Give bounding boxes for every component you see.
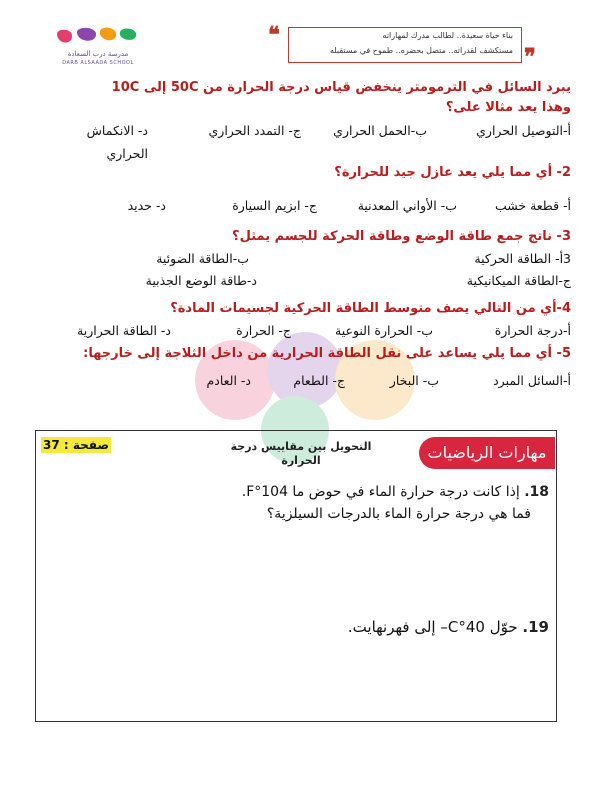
question-1-option-b: ب-الحمل الحراري <box>333 123 427 138</box>
slogan-line-1: بناء حياة سعيدة.. لطالب مدرك لمهاراته <box>382 31 513 40</box>
question-2-option-b: ب- الأواني المعدنية <box>357 198 457 213</box>
math-skills-label: مهارات الرياضيات <box>427 443 547 462</box>
problem-19 <box>348 618 549 636</box>
question-5-option-b: ب- البخار <box>389 373 439 388</box>
question-1-option-a: أ-التوصيل الحراري <box>476 123 571 138</box>
question-5-option-a: أ-السائل المبرد <box>493 373 571 388</box>
question-2-option-c: ج- ابزيم السيارة <box>232 198 317 213</box>
question-3-option-d: د-طاقة الوضع الجذبية <box>145 273 257 288</box>
question-5: 5- أي مما يلي يساعد على نقل الطاقة الحرارية من داخل الثلاجة إلى خارجها: <box>83 346 571 361</box>
quote-close-mark: ❞ <box>524 44 536 70</box>
problem-18-number: 18. <box>524 484 549 500</box>
question-4-option-d: د- الطاقة الحرارية <box>77 323 171 338</box>
conversion-title-line-2: الحرارة <box>281 454 321 467</box>
question-2: 2- أي مما يلي يعد عازل جيد للحرارة؟ <box>334 165 571 180</box>
problem-18-text: إذا كانت درجة حرارة الماء في حوض ما 104°F. <box>241 484 520 500</box>
conversion-title <box>190 440 412 468</box>
question-5-option-d: د- العادم <box>206 373 251 388</box>
question-5-option-c: ج- الطعام <box>293 373 345 388</box>
school-name-en: DARB ALSAADA SCHOOL <box>62 60 134 66</box>
question-3-option-c: ج-الطاقة الميكانيكية <box>466 273 571 288</box>
question-1-option-d-cont: الحراري <box>106 146 148 161</box>
question-3-option-a: 3أ- الطاقة الحركية <box>474 251 571 266</box>
question-4-option-c: ج- الحرارة <box>236 323 291 338</box>
problem-18-line-1 <box>242 484 549 500</box>
question-1-option-c: ج- التمدد الحراري <box>208 123 301 138</box>
question-4-option-a: أ-درجة الحرارة <box>494 323 571 338</box>
question-4: 4-أي من التالي يصف متوسط الطاقة الحركية لجسيمات المادة؟ <box>170 301 571 316</box>
question-2-option-d: د- حديد <box>127 198 166 213</box>
question-3-option-b: ب-الطاقة الضوئية <box>156 251 249 266</box>
math-skills-box <box>35 430 557 722</box>
slogan-box <box>288 27 522 63</box>
page-number-badge: صفحة : 37 <box>42 438 109 452</box>
slogan-line-2: مستكشف لقدراته.. متصل بحضره.. طموح في مستقبله <box>329 46 513 55</box>
problem-19-text: حوّل 40°C– إلى فهرنهايت. <box>347 618 518 636</box>
question-1-line-1: يبرد السائل في الترمومتر ينخفض قياس درجة الحرارة من 50C إلى 10C <box>111 80 571 95</box>
quote-open-mark: ❝ <box>268 22 280 48</box>
school-name: مدرسة درب السعادة <box>67 50 129 58</box>
problem-18-line-2: فما هي درجة حرارة الماء بالدرجات السيلزية؟ <box>266 506 531 522</box>
question-2-option-a: أ- قطعة خشب <box>494 198 571 213</box>
question-3: 3- ناتج جمع طاقة الوضع وطاقة الحركة للجسم يمثل؟ <box>232 229 571 244</box>
problem-19-number: 19. <box>522 618 549 636</box>
conversion-title-line-1: التحويل بين مقاييس درجة <box>230 440 372 453</box>
question-4-option-b: ب- الحرارة النوعية <box>335 323 433 338</box>
question-1-line-2: وهذا يعد مثالا على؟ <box>445 100 571 115</box>
question-1-option-d: د- الانكماش <box>86 123 148 138</box>
